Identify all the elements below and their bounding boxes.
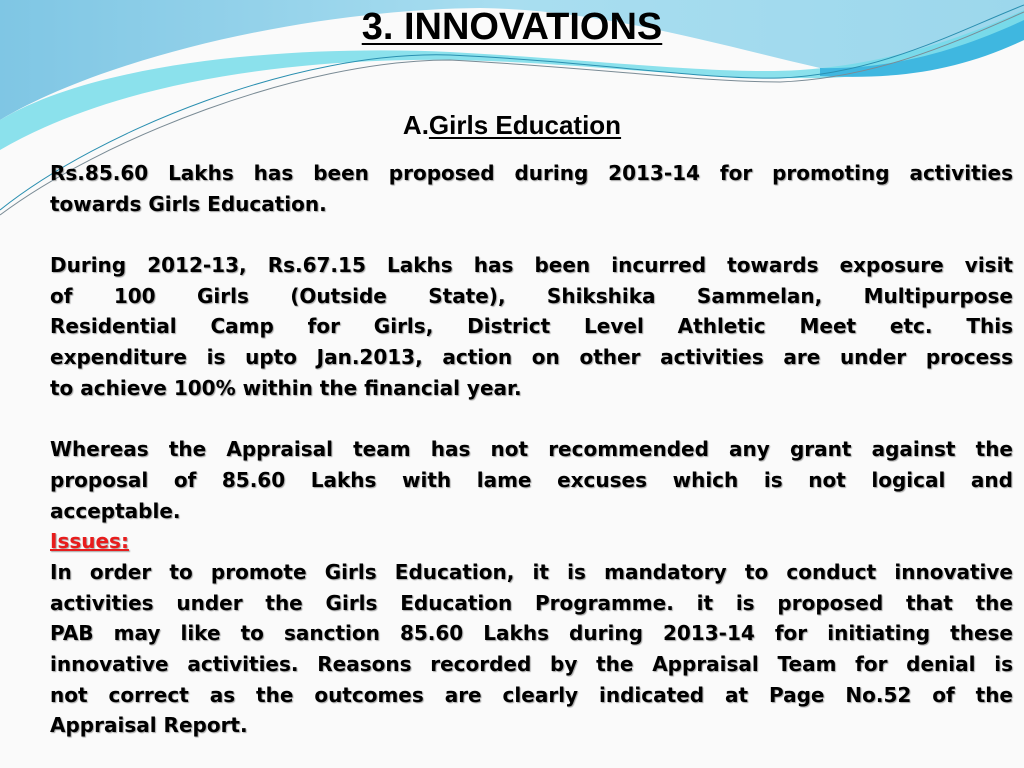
text-line: proposal of 85.60 Lakhs with lame excuses which is not logical and <box>50 467 1013 492</box>
text-line: Appraisal Report. <box>50 713 248 738</box>
paragraph-appraisal <box>50 434 1013 526</box>
section-title: Girls Education <box>428 110 622 140</box>
slide-body <box>50 158 1013 741</box>
text-line: Residential Camp for Girls, District Level Athletic Meet etc. This <box>50 314 1013 339</box>
text-line: Rs.85.60 Lakhs has been proposed during 2013-14 for promoting activities <box>50 161 1013 185</box>
issues-heading: Issues: <box>50 529 129 554</box>
text-line: PAB may like to sanction 85.60 Lakhs during 2013-14 for initiating these <box>50 621 1013 646</box>
section-heading <box>0 110 1024 141</box>
text-line: acceptable. <box>50 498 181 523</box>
paragraph-issues <box>50 557 1013 741</box>
text-line: expenditure is upto Jan.2013, action on other activities are under process <box>50 345 1013 370</box>
text-line: towards Girls Education. <box>50 191 327 216</box>
text-line: During 2012-13, Rs.67.15 Lakhs has been incurred towards exposure visit <box>50 253 1013 278</box>
text-line: In order to promote Girls Education, it is mandatory to conduct innovative <box>50 559 1013 584</box>
text-line: of 100 Girls (Outside State), Shikshika Sammelan, Multipurpose <box>50 283 1013 308</box>
text-line: activities under the Girls Education Programme. it is proposed that the <box>50 590 1013 615</box>
section-prefix: A. <box>402 110 429 140</box>
text-line: to achieve 100% within the financial year. <box>50 375 522 400</box>
text-line: not correct as the outcomes are clearly indicated at Page No.52 of the <box>50 682 1013 707</box>
text-line: Whereas the Appraisal team has not recommended any grant against the <box>50 437 1013 462</box>
text-line: innovative activities. Reasons recorded by the Appraisal Team for denial is <box>50 652 1013 676</box>
paragraph-expenditure <box>50 250 1013 403</box>
paragraph-proposal <box>50 158 1013 219</box>
slide-title: 3. INNOVATIONS <box>361 6 663 48</box>
